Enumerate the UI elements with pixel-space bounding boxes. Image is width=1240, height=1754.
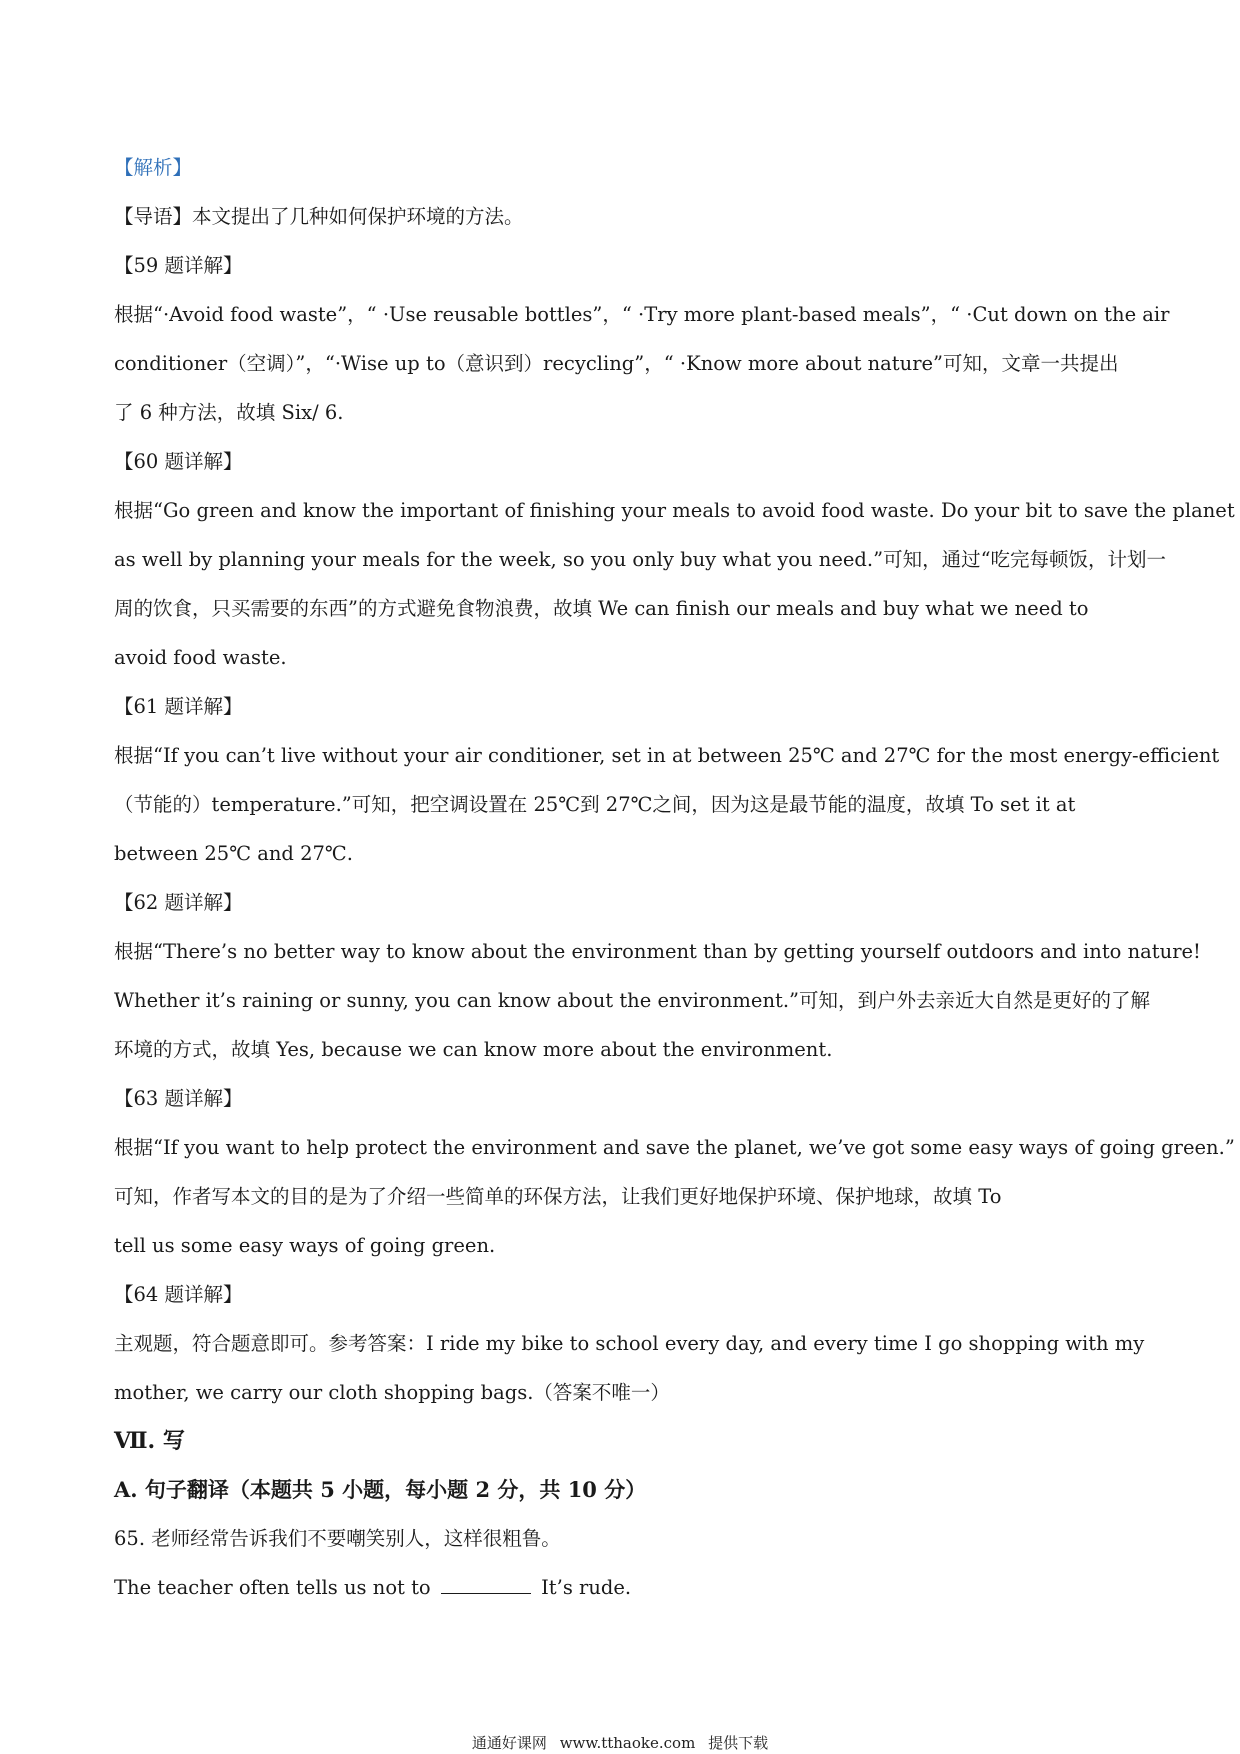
q60-line-3: 周的饮食，只买需要的东西”的方式避免食物浪费，故填 We can finish our meals and buy what we need to [114, 597, 1089, 620]
q61-label: 【61 题详解】 [114, 695, 243, 718]
page-footer [0, 1732, 1240, 1753]
guide-text: 【导语】本文提出了几种如何保护环境的方法。 [114, 205, 524, 228]
section-heading-writing: Ⅶ. 写 [114, 1428, 185, 1454]
q63-line-3: tell us some easy ways of going green. [114, 1234, 496, 1257]
q63-line-2: 可知，作者写本文的目的是为了介绍一些简单的环保方法，让我们更好地保护环境、保护地球，故填 To [114, 1185, 1002, 1208]
q62-line-1: 根据“There’s no better way to know about the environment than by getting yourself outdoors and into nature! [114, 940, 1201, 963]
q59-line-3: 了 6 种方法，故填 Six/ 6. [114, 401, 344, 424]
q64-line-1: 主观题，符合题意即可。参考答案：I ride my bike to school every day, and every time I go shopping with my [114, 1332, 1145, 1355]
q65-english-after: It’s rude. [541, 1576, 632, 1599]
q65-chinese: 65. 老师经常告诉我们不要嘲笑别人，这样很粗鲁。 [114, 1527, 561, 1550]
q63-label: 【63 题详解】 [114, 1087, 243, 1110]
q60-line-1: 根据“Go green and know the important of finishing your meals to avoid food waste. Do your bit to save the planet [114, 499, 1235, 522]
q59-label: 【59 题详解】 [114, 254, 243, 277]
q61-line-3: between 25℃ and 27℃. [114, 842, 353, 865]
footer-site-name: 通通好课网 [471, 1734, 547, 1752]
q61-line-1: 根据“If you can’t live without your air conditioner, set in at between 25℃ and 27℃ for the most energy-efficient [114, 744, 1220, 767]
q62-label: 【62 题详解】 [114, 891, 243, 914]
footer-url[interactable]: www.tthaoke.com [559, 1734, 696, 1752]
q61-line-2: （节能的）temperature.”可知，把空调设置在 25℃到 27℃之间，因为这是最节能的温度，故填 To set it at [114, 793, 1076, 816]
q62-line-3: 环境的方式，故填 Yes, because we can know more about the environment. [114, 1038, 833, 1061]
q59-line-1: 根据“·Avoid food waste”，“ ·Use reusable bottles”，“ ·Try more plant-based meals”，“ ·Cut down on the air [114, 303, 1170, 326]
analysis-label: 【解析】 [114, 156, 193, 179]
q65-english-before: The teacher often tells us not to [114, 1576, 431, 1599]
q64-label: 【64 题详解】 [114, 1283, 243, 1306]
q65-answer-blank[interactable] [441, 1575, 531, 1594]
section-heading-translation: A. 句子翻译（本题共 5 小题，每小题 2 分，共 10 分） [114, 1477, 647, 1502]
q65-english [114, 1575, 631, 1601]
footer-action: 提供下载 [708, 1734, 769, 1752]
q62-line-2: Whether it’s raining or sunny, you can know about the environment.”可知，到户外去亲近大自然是更好的了解 [114, 989, 1151, 1012]
q60-line-2: as well by planning your meals for the week, so you only buy what you need.”可知，通过“吃完每顿饭，计划一 [114, 548, 1167, 571]
q59-line-2: conditioner（空调）”，“·Wise up to（意识到）recycling”，“ ·Know more about nature”可知，文章一共提出 [114, 352, 1119, 375]
q64-line-2: mother, we carry our cloth shopping bags.（答案不唯一） [114, 1381, 670, 1404]
q63-line-1: 根据“If you want to help protect the environment and save the planet, we’ve got some easy ways of going green.” [114, 1136, 1235, 1159]
q60-line-4: avoid food waste. [114, 646, 287, 669]
q60-label: 【60 题详解】 [114, 450, 243, 473]
